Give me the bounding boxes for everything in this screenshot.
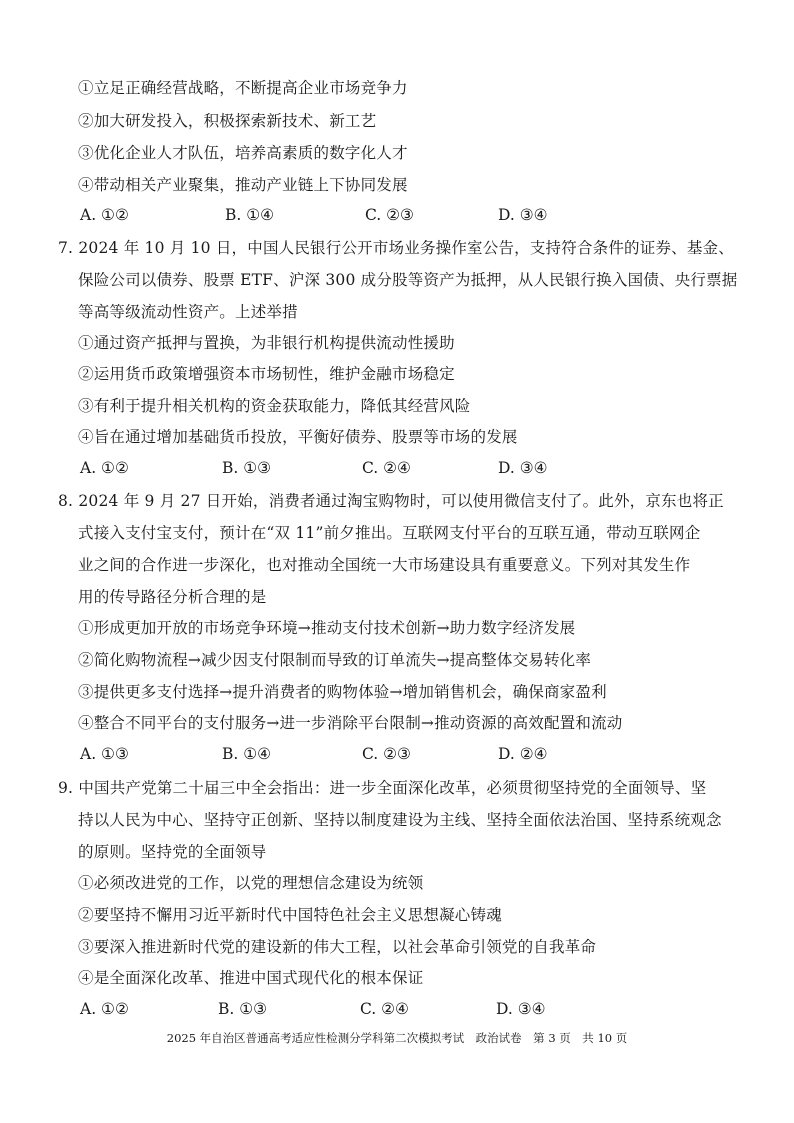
q7-stem-line-2: 保险公司以债券、股票 ETF、沪深 300 成分股等资产为抵押，从人民银行换入国债、央行票据 <box>78 271 738 289</box>
q8-item-3: ③提供更多支付选择→提升消费者的购物体验→增加销售机会，确保商家盈利 <box>78 683 607 701</box>
q6-option-a: A. ①② <box>80 206 129 224</box>
q8-option-a: A. ①③ <box>80 745 129 763</box>
q9-stem-line-1: 9. 中国共产党第二十届三中全会指出：进一步全面深化改革，必须贯彻坚持党的全面领导、坚 <box>58 779 707 797</box>
q9-option-d: D. ③④ <box>496 1000 546 1018</box>
q9-stem-line-2: 持以人民为中心、坚持守正创新、坚持以制度建设为主线、坚持全面依法治国、坚持系统观念 <box>78 811 722 829</box>
q9-item-1: ①必须改进党的工作，以党的理想信念建设为统领 <box>78 874 424 892</box>
q8-stem-line-2: 式接入支付宝支付，预计在“双 11”前夕推出。互联网支付平台的互联互通，带动互联网企 <box>78 524 701 542</box>
q7-option-c: C. ②④ <box>362 459 411 477</box>
q8-stem-line-1: 8. 2024 年 9 月 27 日开始，消费者通过淘宝购物时，可以使用微信支付了。此外，京东也将正 <box>58 492 724 510</box>
q8-item-2: ②简化购物流程→减少因支付限制而导致的订单流失→提高整体交易转化率 <box>78 651 592 669</box>
q7-option-d: D. ③④ <box>498 459 548 477</box>
q6-option-b: B. ①④ <box>225 206 275 224</box>
q6-option-d: D. ③④ <box>498 206 548 224</box>
q9-item-2: ②要坚持不懈用习近平新时代中国特色社会主义思想凝心铸魂 <box>78 906 502 924</box>
q7-item-1: ①通过资产抵押与置换，为非银行机构提供流动性援助 <box>78 334 455 352</box>
q9-option-a: A. ①② <box>80 1000 129 1018</box>
q8-stem-line-3: 业之间的合作进一步深化，也对推动全国统一大市场建设具有重要意义。下列对其发生作 <box>78 556 691 574</box>
q9-option-c: C. ②④ <box>360 1000 409 1018</box>
q8-item-1: ①形成更加开放的市场竞争环境→推动支付技术创新→助力数字经济发展 <box>78 619 576 637</box>
q7-item-3: ③有利于提升相关机构的资金获取能力，降低其经营风险 <box>78 397 471 415</box>
q8-option-c: C. ②③ <box>362 745 411 763</box>
q8-item-4: ④整合不同平台的支付服务→进一步消除平台限制→推动资源的高效配置和流动 <box>78 714 623 732</box>
q7-item-4: ④旨在通过增加基础货币投放，平衡好债券、股票等市场的发展 <box>78 428 518 446</box>
q7-stem-line-1: 7. 2024 年 10 月 10 日，中国人民银行公开市场业务操作室公告，支持符合条件的证券、基金、 <box>58 239 734 257</box>
q7-option-b: B. ①③ <box>222 459 272 477</box>
q7-item-2: ②运用货币政策增强资本市场韧性，维护金融市场稳定 <box>78 365 455 383</box>
q9-stem-line-3: 的原则。坚持党的全面领导 <box>78 843 267 861</box>
q8-stem-line-4: 用的传导路径分析合理的是 <box>78 588 267 606</box>
q7-stem-line-3: 等高等级流动性资产。上述举措 <box>78 303 298 321</box>
q6-item-2: ②加大研发投入，积极探索新技术、新工艺 <box>78 112 377 130</box>
q9-option-b: B. ①③ <box>218 1000 268 1018</box>
q7-option-a: A. ①② <box>80 459 129 477</box>
q6-item-3: ③优化企业人才队伍，培养高素质的数字化人才 <box>78 144 408 162</box>
page-footer: 2025 年自治区普通高考适应性检测分学科第二次模拟考试 政治试卷 第 3 页 共 10 页 <box>166 1031 628 1045</box>
q6-option-c: C. ②③ <box>365 206 414 224</box>
q9-item-4: ④是全面深化改革、推进中国式现代化的根本保证 <box>78 969 424 987</box>
q9-item-3: ③要深入推进新时代党的建设新的伟大工程，以社会革命引领党的自我革命 <box>78 938 597 956</box>
q8-option-d: D. ②④ <box>498 745 548 763</box>
q8-option-b: B. ①④ <box>222 745 272 763</box>
q6-item-1: ①立足正确经营战略，不断提高企业市场竞争力 <box>78 79 408 97</box>
q6-item-4: ④带动相关产业聚集，推动产业链上下协同发展 <box>78 176 408 194</box>
